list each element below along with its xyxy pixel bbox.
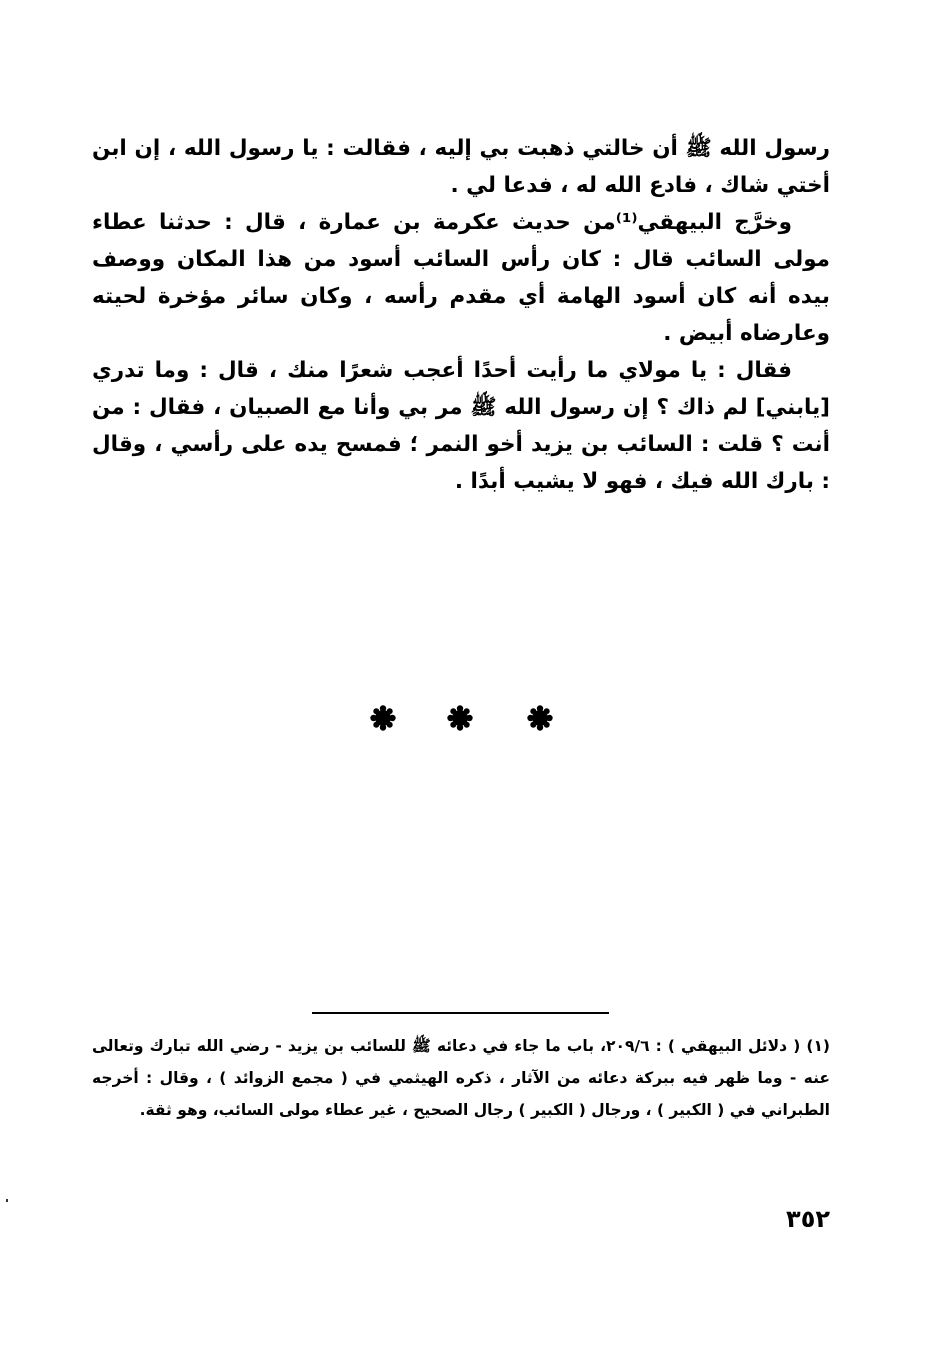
section-separator	[370, 705, 570, 735]
flower-ornament-icon	[527, 705, 553, 731]
footnotes-block	[92, 1030, 830, 1126]
scan-speck	[6, 1199, 8, 1202]
footnote-divider	[312, 1012, 609, 1014]
footnote-1: (١) ( دلائل البيهقي ) : ٢٠٩/٦، باب ما جاء في دعائه ﷺ للسائب بن يزيد - رضي الله تبارك وتعالى عنه - وما ظهر فيه ببركة دعائه من الآثار ، ذكره الهيثمي في ( مجمع الزوائد ) ، وقال : أخرجه الطبراني في ( الكبير ) ، ورجال ( الكبير ) رجال الصحيح ، غير عطاء مولى السائب، وهو ثقة.	[92, 1037, 830, 1119]
paragraph-3: فقال : يا مولاي ما رأيت أحدًا أعجب شعرًا منك ، قال : وما تدري [يابني] لم ذاك ؟ إن رسول الله ﷺ مر بي وأنا مع الصبيان ، فقال : من أنت ؟ قلت : السائب بن يزيد أخو النمر ؛ فمسح يده على رأسي ، وقال : بارك الله فيك ، فهو لا يشيب أبدًا .	[92, 358, 830, 494]
page-number: ٣٥٢	[786, 1205, 830, 1233]
paragraph-2: وخرَّج البيهقي⁽¹⁾من حديث عكرمة بن عمارة ، قال : حدثنا عطاء مولى السائب قال : كان رأس السائب أسود من هذا المكان ووصف بيده أنه كان أسود الهامة أي مقدم رأسه ، وكان سائر مؤخرة لحيته وعارضاه أبيض .	[92, 210, 830, 346]
paragraph-1: رسول الله ﷺ أن خالتي ذهبت بي إليه ، فقالت : يا رسول الله ، إن ابن أختي شاك ، فادع الله له ، فدعا لي .	[92, 136, 830, 198]
main-text-block	[92, 130, 830, 500]
flower-ornament-icon	[447, 705, 473, 731]
flower-ornament-icon	[370, 705, 396, 731]
